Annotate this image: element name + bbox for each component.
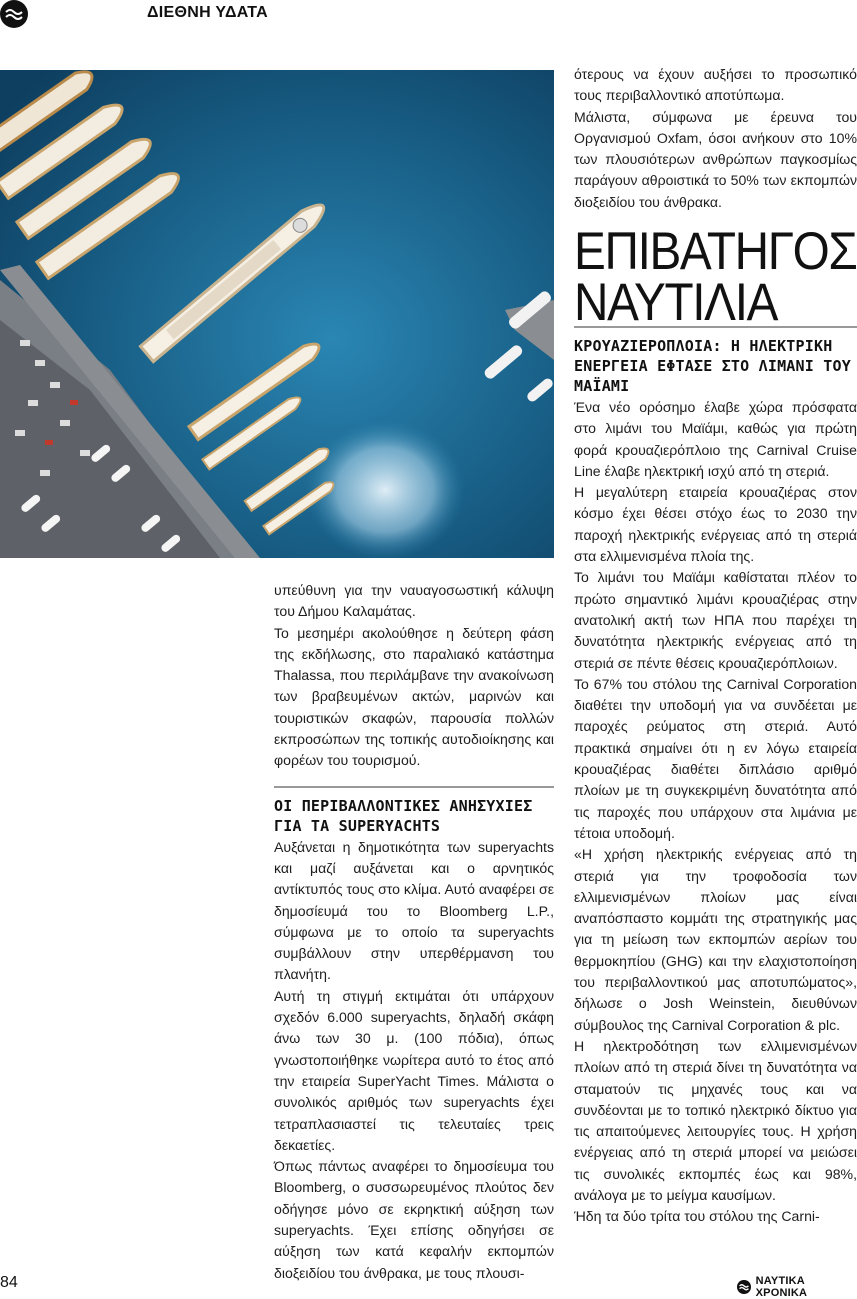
section-divider xyxy=(274,786,554,788)
body-paragraph: Το 67% του στόλου της Carnival Corporation διαθέτει την υποδομή για να συνδέεται με παροχές ρεύματος στη στεριά. Αυτό πρακτικά σημαίνει ότι η εν λόγω εταιρεία κρουαζιέρας διαθέτει διπλάσιο αριθμό πλοίων με τη συγκεκριμένη δυνατότητα από τις παροχές που υπάρχουν στα λιμάνια με τέτοια υποδομή. xyxy=(574,675,857,841)
body-paragraph: Η μεγαλύτερη εταιρεία κρουαζιέρας στον κόσμο έχει θέσει στόχο έως το 2030 την παροχή ηλεκτρικής ενέργειας από τη στεριά στα ελλιμενισμένα πλοία της. xyxy=(574,484,857,565)
body-paragraph: Μάλιστα, σύμφωνα με έρευνα του Οργανισμού Oxfam, όσοι ανήκουν στο 10% των πλουσιότερων ανθρώπων παγκοσμίως παράγουν αθροιστικά το 50% των εκπομπών διοξειδίου του άνθρακα. xyxy=(574,108,857,210)
body-paragraph: Το μεσημέρι ακολούθησε η δεύτερη φάση της εκδήλωσης, στο παραλιακό κατάστημα Thalassa, που περιλάμβανε την ανακοίνωση των βραβευμένων ακτών, μαρινών και τουριστικών σκαφών, παρουσία πολλών εκπροσώπων της τοπικής αυτοδιοίκησης και φορέων του τουρισμού. xyxy=(274,624,554,769)
body-paragraph: Ένα νέο ορόσημο έλαβε χώρα πρόσφατα στο λιμάνι του Μαϊάμι, καθώς για πρώτη φορά κρουαζιερόπλοιο της Carnival Cruise Line έλαβε ηλεκτρική ισχύ από τη στεριά. xyxy=(574,399,857,479)
section-headline xyxy=(574,222,857,332)
body-paragraph: Ήδη τα δύο τρίτα του στόλου της Carni- xyxy=(574,1208,820,1225)
subhead-cruise: ΚΡΟΥΑΖΙΕΡΟΠΛΟΙΑ: Η ΗΛΕΚΤΡΙΚΗ ΕΝΕΡΓΕΙΑ ΕΦΤΑΣΕ ΣΤΟ ΛΙΜΑΝΙ ΤΟΥ ΜΑΪΑΜΙ xyxy=(574,337,851,395)
left-column xyxy=(274,580,554,1284)
right-column-main xyxy=(574,397,857,1228)
wave-logo-icon xyxy=(737,1280,751,1294)
headline-line: ΝΑΥΤΙΛΙΑ xyxy=(574,273,778,332)
footer-brand xyxy=(737,1275,857,1299)
body-paragraph: ότερους να έχουν αυξήσει το προσωπικό τους περιβαλλοντικό αποτύπωμα. xyxy=(574,66,857,104)
wave-logo-icon xyxy=(0,0,28,28)
right-column-top xyxy=(574,64,857,213)
body-paragraph: Αυτή τη στιγμή εκτιμάται ότι υπάρχουν σχεδόν 6.000 superyachts, δηλαδή σκάφη άνω των 30 μ. (100 πόδια), όπως γνωστοποιήθηκε νωρίτερα αυτό το έτος από την εταιρεία SuperYacht Times. Μάλιστα ο συνολικός αριθμός των superyachts έχει τετραπλασιαστεί τις τελευταίες τρεις δεκαετίες. xyxy=(274,987,554,1153)
body-paragraph: Το λιμάνι του Μαϊάμι καθίσταται πλέον το πρώτο σημαντικό λιμάνι κρουαζιέρας στην ανατολική ακτή των ΗΠΑ που παρέχει τη δυνατότητα ηλεκτρικής ενέργειας από τη στεριά σε πέντε θέσεις κρουαζιερόπλοιων. xyxy=(574,569,857,671)
headline-line: ΕΠΙΒΑΤΗΓΟΣ xyxy=(574,222,857,281)
body-paragraph: Όπως πάντως αναφέρει το δημοσίευμα του Bloomberg, ο συσσωρευμένος πλούτος δεν οδήγησε μόνο σε εκρηκτική αύξηση των superyachts. Έχει επίσης οδηγήσει σε αύξηση των κατά κεφαλήν εκπομπών διοξειδίου του άνθρακα, με τους πλουσι- xyxy=(274,1158,554,1281)
body-paragraph: «Η χρήση ηλεκτρικής ενέργειας από τη στεριά για την τροφοδοσία των ελλιμενισμένων πλοίων μας είναι αναπόσπαστο κομμάτι της στρατηγικής μας για τη μείωση των εκπομπών αερίων του θερμοκηπίου (GHG) και την ελαχιστοποίηση του περιβαλλοντικού μας αποτυπώματος», δήλωσε ο Josh Weinstein, διευθύνων σύμβουλος της Carnival Corporation & plc. xyxy=(574,846,857,1033)
aerial-yacht-marina-photo xyxy=(0,70,554,558)
body-paragraph: Αυξάνεται η δημοτικότητα των superyachts και μαζί αυξάνεται και ο αρνητικός αντίκτυπός τους στο κλίμα. Αυτό αναφέρει σε δημοσίευμά του το Bloomberg L.P., σύμφωνα με το οποίο τα superyachts συμβάλλουν στην υπερθέρμανση του πλανήτη. xyxy=(274,838,554,983)
subhead-superyachts: ΟΙ ΠΕΡΙΒΑΛΛΟΝΤΙΚΕΣ ΑΝΗΣΥΧΙΕΣ ΓΙΑ ΤΑ SUPERYACHTS xyxy=(274,796,533,835)
section-divider xyxy=(574,326,857,328)
footer-brand-name: ΝΑΥΤΙΚΑ ΧΡΟΝΙΚΑ xyxy=(755,1275,808,1299)
section-title: ΔΙΕΘΝΗ ΥΔΑΤΑ xyxy=(147,4,269,21)
body-paragraph: Η ηλεκτροδότηση των ελλιμενισμένων πλοίων από τη στεριά δίνει τη δυνατότητα να σταματούν τις μηχανές τους και να συνδέονται με το τοπικό ηλεκτρικό δίκτυο για τις απαιτούμενες λειτουργίες τους. Η χρήση ενέργειας από τη στεριά μπορεί να μειώσει τις συνολικές εκπομπές έως και 98%, ανάλογα με το μείγμα καυσίμων. xyxy=(574,1037,857,1203)
body-paragraph: υπεύθυνη για την ναυαγοσωστική κάλυψη του Δήμου Καλαμάτας. xyxy=(274,582,554,620)
page-number: 84 xyxy=(0,1274,18,1291)
